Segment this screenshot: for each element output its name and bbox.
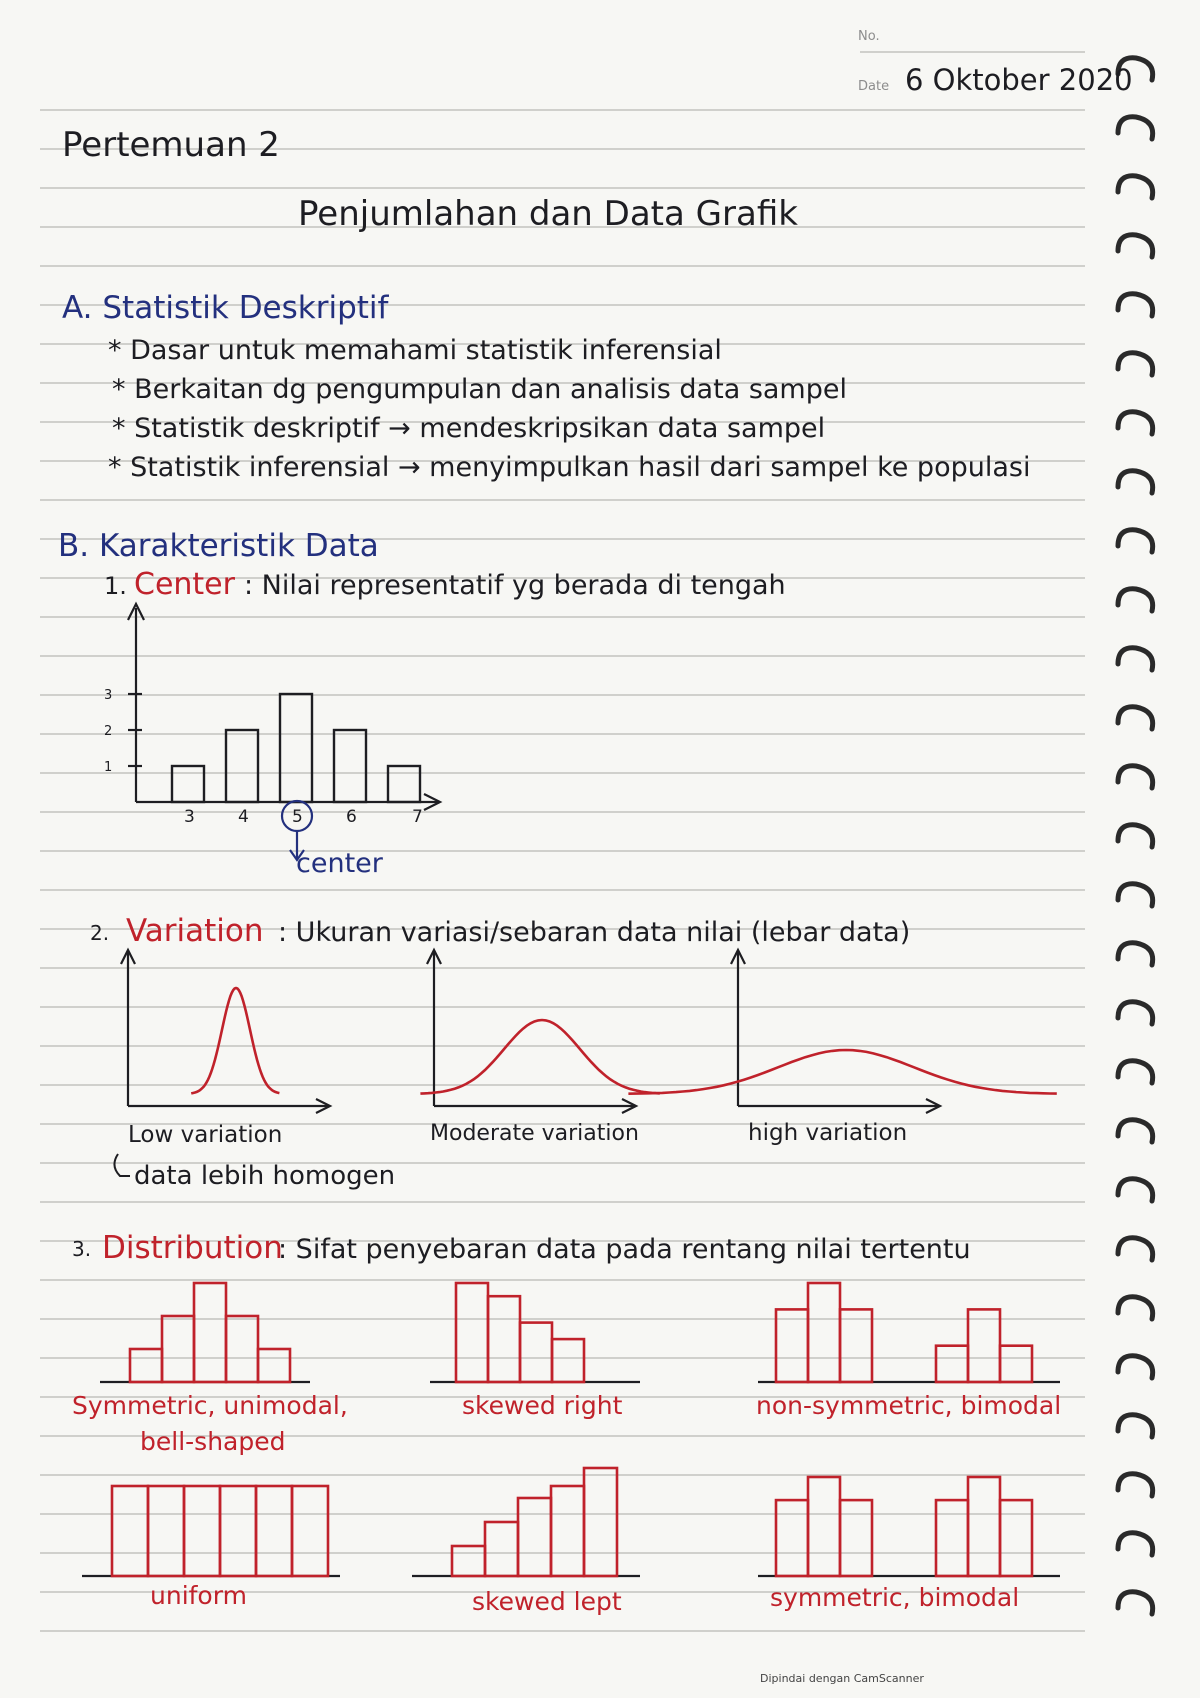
variation-note: data lebih homogen [134,1161,396,1191]
variation-term: Variation [126,913,264,949]
center-chart-x-label: 6 [346,807,357,827]
page-title: Pertemuan 2 [62,125,280,165]
distribution-term: Distribution [102,1230,283,1266]
scanner-watermark: Dipindai dengan CamScanner [760,1672,924,1685]
variation-label-moderate: Moderate variation [430,1121,639,1146]
center-chart-x-label: 4 [238,807,249,827]
dist-label-skewed-right: skewed right [462,1391,623,1420]
center-definition: : Nilai representatif yg berada di tengah [244,570,786,601]
page-subtitle: Penjumlahan dan Data Grafik [298,194,798,234]
center-chart-y-tick-label: 2 [104,724,113,739]
date-value: 6 Oktober 2020 [905,63,1133,97]
distribution-definition: : Sifat penyebaran data pada rentang nilai tertentu [278,1234,971,1265]
center-number: 1. [104,572,127,600]
center-annotation: center [296,848,383,879]
variation-label-high: high variation [748,1120,908,1146]
variation-number: 2. [90,921,110,945]
center-term: Center [134,567,235,602]
variation-label-low: Low variation [128,1122,283,1148]
no-label: No. [858,29,880,44]
center-chart-y-tick-label: 3 [104,688,113,703]
section-a-bullet-2: * Berkaitan dg pengumpulan dan analisis data sampel [112,374,847,405]
dist-label-skewed-left: skewed lept [472,1587,622,1616]
center-chart-y-tick-label: 1 [104,760,113,775]
center-chart-x-label: 5 [292,807,303,827]
center-chart-x-label: 7 [412,807,423,827]
date-label: Date [858,79,890,94]
dist-label-symmetric-bimodal: symmetric, bimodal [770,1583,1020,1612]
section-a-bullet-4: * Statistik inferensial → menyimpulkan hasil dari sampel ke populasi [108,452,1031,483]
center-chart-x-label: 3 [184,807,195,827]
section-a-bullet-1: * Dasar untuk memahami statistik inferensial [108,335,722,366]
dist-label-symmetric-unimodal: Symmetric, unimodal, [72,1391,348,1420]
dist-label-bell-shaped: bell-shaped [140,1427,286,1456]
dist-label-uniform: uniform [150,1581,247,1610]
section-a-heading: A. Statistik Deskriptif [62,290,389,326]
section-b-heading: B. Karakteristik Data [58,528,379,564]
dist-label-non-symmetric-bimodal: non-symmetric, bimodal [756,1391,1062,1420]
section-a-bullet-3: * Statistik deskriptif → mendeskripsikan data sampel [112,413,826,444]
variation-definition: : Ukuran variasi/sebaran data nilai (lebar data) [278,917,911,948]
distribution-number: 3. [72,1237,92,1261]
